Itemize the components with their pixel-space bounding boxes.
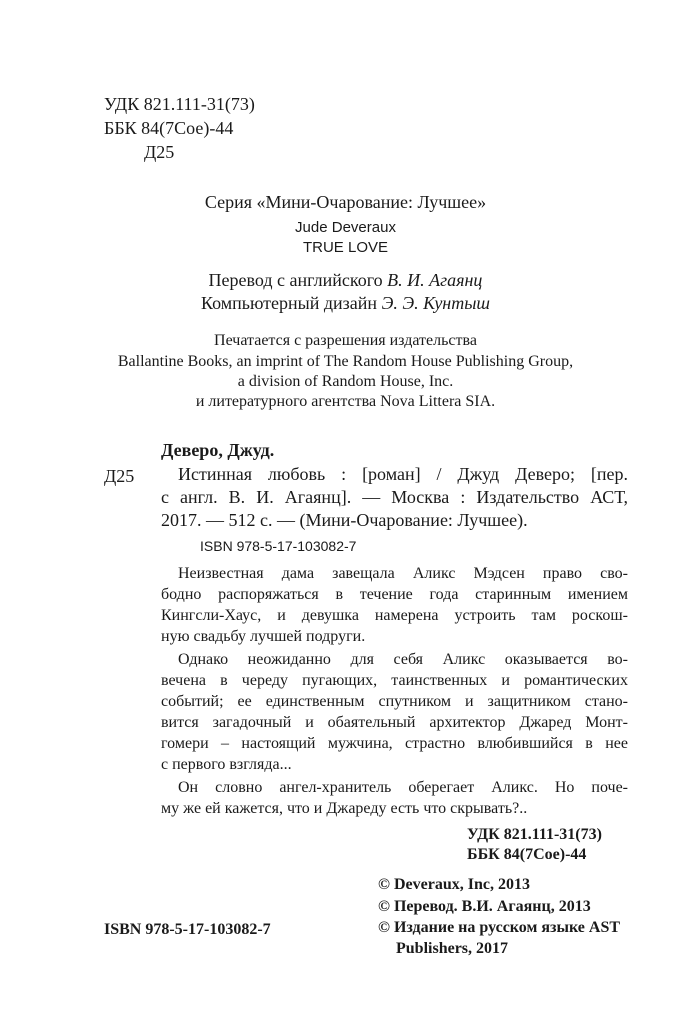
annotation-line: Кингсли-Хаус, и девушка намерена устроить там роскош- xyxy=(161,607,628,624)
catalog-description-line: 2017. — 512 с. — (Мини-Очарование: Лучшее). xyxy=(161,510,528,530)
original-author: Jude Deveraux xyxy=(295,219,396,236)
annotation-line: ную свадьбу лучшей подруги. xyxy=(161,628,366,645)
annotation-line: гомери – настоящий мужчина, страстно влюбившийся в нее xyxy=(161,735,628,752)
footer-bbk: ББК 84(7Сое)-44 xyxy=(467,846,587,863)
annotation-line: вечена в череду пугающих, таинственных и романтических xyxy=(161,672,628,689)
footer-isbn: ISBN 978-5-17-103082-7 xyxy=(104,921,271,938)
translation-label: Перевод с английского xyxy=(208,270,383,290)
designer-name: Э. Э. Кунтыш xyxy=(381,293,491,313)
annotation-line: с первого взгляда... xyxy=(161,756,292,773)
catalog-isbn: ISBN 978-5-17-103082-7 xyxy=(200,538,357,554)
permission-line: Печатается с разрешения издательства xyxy=(214,332,477,349)
design-credit xyxy=(0,293,691,314)
translator-name: В. И. Агаянц xyxy=(387,270,483,290)
permission-line: Ballantine Books, an imprint of The Random House Publishing Group, xyxy=(117,353,574,370)
footer-udk: УДК 821.111-31(73) xyxy=(467,826,602,843)
copyright-line: © Издание на русском языке AST xyxy=(378,919,621,936)
catalog-description-line: с англ. В. И. Агаянц]. — Москва : Издательство АСТ, xyxy=(161,487,628,507)
copyright-line: © Deveraux, Inc, 2013 xyxy=(378,876,530,893)
copyright-line: © Перевод. В.И. Агаянц, 2013 xyxy=(378,898,591,915)
series-line: Серия «Мини-Очарование: Лучшее» xyxy=(204,192,487,212)
author-mark: Д25 xyxy=(144,142,175,162)
annotation-line: вится загадочный и обаятельный архитектор Джаред Монт- xyxy=(161,714,628,731)
annotation-line: му же ей кажется, что и Джареду есть что скрывать?.. xyxy=(161,800,528,817)
annotation-line: бодно распоряжаться в течение года старинным имением xyxy=(161,586,628,603)
translation-credit xyxy=(0,270,691,291)
catalog-mark: Д25 xyxy=(104,466,135,486)
udk-code: УДК 821.111-31(73) xyxy=(104,94,255,114)
annotation-line: Он словно ангел-хранитель оберегает Аликс. Но поче- xyxy=(178,779,628,796)
copyright-line: Publishers, 2017 xyxy=(396,940,509,957)
original-title: TRUE LOVE xyxy=(302,239,389,256)
permission-line: и литературного агентства Nova Littera SIA. xyxy=(195,393,496,410)
catalog-description-line: Истинная любовь : [роман] / Джуд Деверо; [пер. xyxy=(178,464,628,484)
catalog-author: Деверо, Джуд. xyxy=(161,440,275,460)
annotation-line: Однако неожиданно для себя Аликс оказывается во- xyxy=(178,651,628,668)
permission-line: a division of Random House, Inc. xyxy=(237,373,454,390)
design-label: Компьютерный дизайн xyxy=(200,293,378,313)
annotation-line: событий; ее единственным спутником и защитником стано- xyxy=(161,693,628,710)
bbk-code: ББК 84(7Сое)-44 xyxy=(104,118,234,138)
annotation-line: Неизвестная дама завещала Аликс Мэдсен право сво- xyxy=(178,565,628,582)
